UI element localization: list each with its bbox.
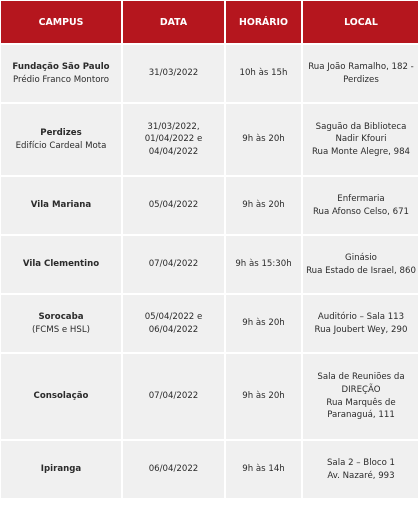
horario-line: 9h às 14h — [242, 464, 285, 475]
cell-data — [123, 441, 224, 498]
cell-data — [123, 177, 224, 234]
data-line: 05/04/2022 — [148, 200, 199, 211]
cell-campus — [1, 295, 121, 352]
campus-line: (FCMS e HSL) — [32, 324, 90, 335]
header-row — [1, 1, 418, 43]
cell-local — [303, 236, 418, 293]
local-line: Rua Marquês de — [326, 397, 396, 408]
cell-campus — [1, 236, 121, 293]
local-line: Sala 2 – Bloco 1 — [326, 457, 396, 468]
horario-line: 9h às 20h — [242, 318, 285, 329]
cell-local — [303, 295, 418, 352]
horario-line: 9h às 20h — [242, 134, 285, 145]
data-line: 05/04/2022 e — [144, 311, 203, 322]
cell-horario — [226, 104, 301, 175]
local-line: Saguão da Biblioteca — [315, 121, 407, 132]
cell-data — [123, 295, 224, 352]
local-line: Paranaguá, 111 — [327, 410, 395, 421]
horario-line: 9h às 20h — [242, 391, 285, 402]
cell-horario — [226, 236, 301, 293]
local-line: Sala de Reuniões da — [317, 372, 405, 383]
cell-local — [303, 45, 418, 102]
table-row — [1, 295, 418, 352]
local-line: Perdizes — [343, 74, 379, 85]
table-row — [1, 45, 418, 102]
cell-data — [123, 236, 224, 293]
local-line: Rua Afonso Celso, 671 — [312, 206, 410, 217]
cell-campus — [1, 354, 121, 439]
campus-line: Consolação — [33, 391, 89, 402]
campus-line: Vila Mariana — [30, 200, 92, 211]
cell-campus — [1, 177, 121, 234]
data-line: 31/03/2022, — [147, 121, 200, 132]
local-line: Rua Estado de Israel, 860 — [306, 265, 416, 276]
campus-line: Edifício Cardeal Mota — [15, 140, 107, 151]
header-horario: HORÁRIO — [226, 1, 301, 43]
header-local: LOCAL — [303, 1, 418, 43]
data-line: 01/04/2022 e — [144, 134, 203, 145]
data-line: 04/04/2022 — [148, 146, 199, 157]
data-line: 31/03/2022 — [148, 68, 199, 79]
data-line: 06/04/2022 — [148, 464, 199, 475]
cell-campus — [1, 104, 121, 175]
local-line: Av. Nazaré, 993 — [327, 470, 395, 481]
local-line: DIREÇÃO — [341, 384, 381, 395]
cell-local — [303, 354, 418, 439]
local-line: Enfermaria — [337, 193, 385, 204]
campus-line: Ipiranga — [40, 464, 82, 475]
campus-line: Fundação São Paulo — [12, 61, 110, 72]
table-row — [1, 441, 418, 498]
cell-local — [303, 441, 418, 498]
cell-data — [123, 104, 224, 175]
data-line: 06/04/2022 — [148, 324, 199, 335]
cell-horario — [226, 295, 301, 352]
local-line: Rua João Ramalho, 182 - — [308, 61, 414, 72]
header-campus: CAMPUS — [1, 1, 121, 43]
cell-horario — [226, 177, 301, 234]
local-line: Rua Joubert Wey, 290 — [314, 324, 408, 335]
local-line: Ginásio — [345, 252, 377, 263]
cell-horario — [226, 45, 301, 102]
data-line: 07/04/2022 — [148, 259, 199, 270]
cell-data — [123, 45, 224, 102]
local-line: Auditório – Sala 113 — [317, 311, 405, 322]
table-row — [1, 354, 418, 439]
data-line: 07/04/2022 — [148, 391, 199, 402]
table-body — [1, 45, 418, 498]
header-data: DATA — [123, 1, 224, 43]
table-row — [1, 104, 418, 175]
local-line: Rua Monte Alegre, 984 — [311, 146, 411, 157]
campus-line: Perdizes — [40, 127, 82, 138]
horario-line: 9h às 20h — [242, 200, 285, 211]
cell-campus — [1, 45, 121, 102]
cell-local — [303, 177, 418, 234]
table-row — [1, 236, 418, 293]
campus-line: Prédio Franco Montoro — [12, 74, 110, 85]
horario-line: 10h às 15h — [239, 68, 288, 79]
cell-campus — [1, 441, 121, 498]
campus-line: Sorocaba — [38, 311, 84, 322]
cell-local — [303, 104, 418, 175]
local-line: Nadir Kfouri — [335, 134, 387, 145]
cell-data — [123, 354, 224, 439]
campus-line: Vila Clementino — [22, 259, 100, 270]
horario-line: 9h às 15:30h — [235, 259, 292, 270]
cell-horario — [226, 441, 301, 498]
cell-horario — [226, 354, 301, 439]
table-row — [1, 177, 418, 234]
